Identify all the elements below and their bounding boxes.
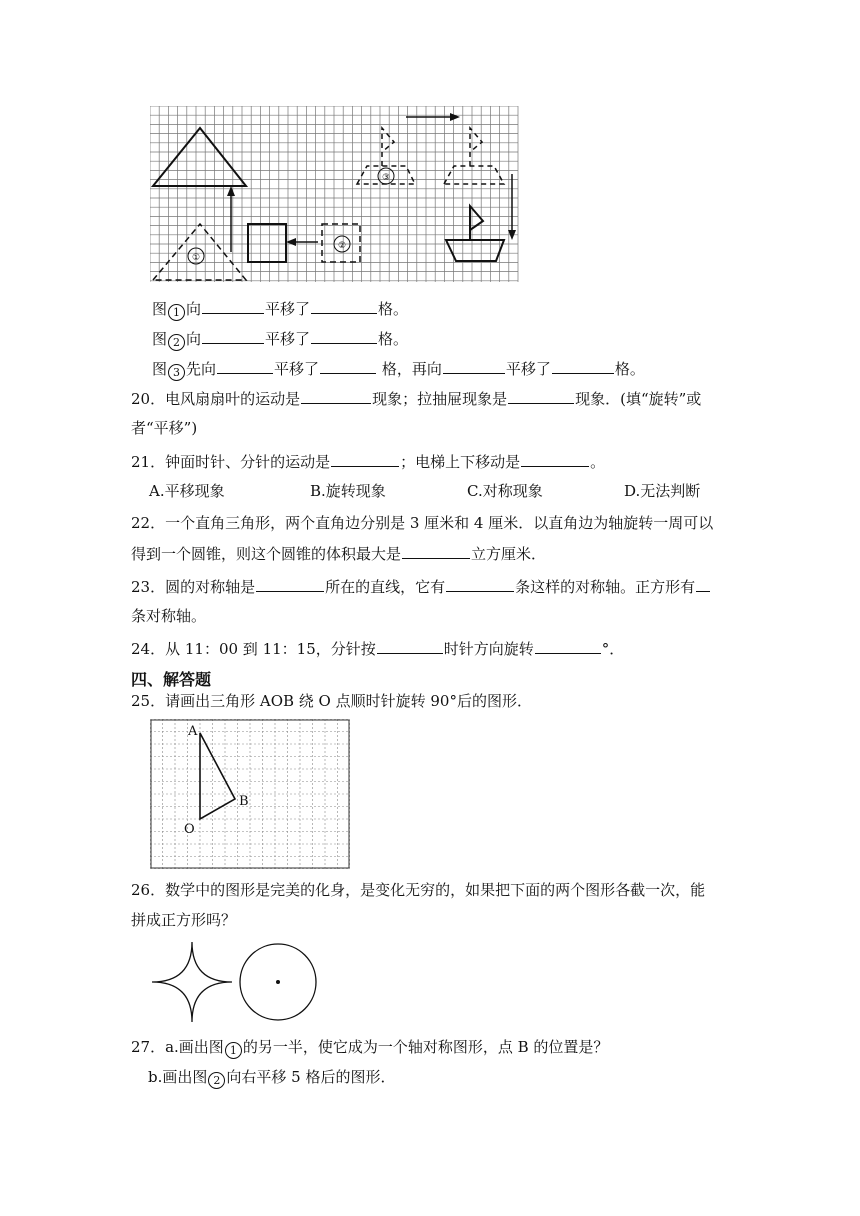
q22-line-2: 得到一个圆锥，则这个圆锥的体积最大是 立方厘米． (131, 545, 547, 563)
answer-blank[interactable] (320, 358, 376, 374)
q21-option-d[interactable]: D.无法判断 (624, 482, 701, 500)
section-heading: 四、解答题 (131, 670, 212, 689)
circle-1-icon: 1 (168, 304, 185, 321)
q22-line-1: 22．一个直角三角形，两个直角边分别是 3 厘米和 4 厘米．以直角边为轴旋转一周可以 (131, 514, 714, 532)
figure-label-1: ① (191, 253, 201, 263)
answer-blank[interactable] (535, 638, 601, 654)
figure-label-2: ② (337, 241, 347, 251)
answer-blank[interactable] (446, 576, 514, 592)
answer-blank[interactable] (202, 298, 264, 314)
point-o-label: O (184, 822, 195, 837)
q20-line-2: 者“平移”) (131, 419, 198, 437)
figure-label-3: ③ (381, 173, 391, 183)
circle-2-icon: 2 (168, 334, 185, 351)
answer-blank[interactable] (202, 328, 264, 344)
q27-line-a: 27．a.画出图 1 的另一半，使它成为一个轴对称图形，点 B 的位置是？ (131, 1038, 609, 1057)
q21-option-b[interactable]: B.旋转现象 (310, 482, 386, 500)
solid-square (248, 224, 286, 262)
solid-triangle (153, 128, 246, 186)
answer-blank[interactable] (217, 358, 273, 374)
q26-line-1: 26．数学中的图形是完美的化身，是变化无穷的，如果把下面的两个图形各截一次，能 (131, 881, 706, 899)
triangle-aob (200, 733, 235, 819)
circle-1-icon: 1 (225, 1042, 242, 1059)
q20-line-1: 20．电风扇扇叶的运动是 现象；拉抽屉现象是 现象．(填“旋转”或 (131, 390, 702, 408)
q21-line-1: 21．钟面时针、分针的运动是 ；电梯上下移动是 。 (131, 453, 606, 471)
q19-line-1: 图 1 向 平移了 格。 (152, 300, 409, 319)
answer-blank[interactable] (696, 576, 710, 592)
q23-line-1: 23．圆的对称轴是 所在的直线，它有 条这样的对称轴。正方形有 (131, 576, 711, 597)
answer-blank[interactable] (311, 298, 377, 314)
point-a-label: A (188, 724, 198, 739)
q26-line-2: 拼成正方形吗？ (131, 911, 237, 929)
q23-line-2: 条对称轴。 (131, 607, 207, 625)
circle-2-icon: 2 (208, 1072, 225, 1089)
q24-line-1: 24．从 11：00 到 11：15，分针按 时针方向旋转 °． (131, 640, 625, 658)
q21-option-c[interactable]: C.对称现象 (467, 482, 543, 500)
answer-blank[interactable] (552, 358, 614, 374)
answer-blank[interactable] (508, 388, 574, 404)
q19-line-3: 图 3 先向 平移了 格，再向 平移了 格。 (152, 360, 645, 379)
q25-text: 25．请画出三角形 AOB 绕 O 点顺时针旋转 90°后的图形． (131, 692, 532, 710)
q27-line-b: b.画出图 2 向右平移 5 格后的图形． (148, 1068, 396, 1087)
answer-blank[interactable] (331, 451, 399, 467)
concave-star-shape (152, 942, 232, 1022)
answer-blank[interactable] (443, 358, 505, 374)
q21-option-a[interactable]: A.平移现象 (149, 482, 225, 500)
point-b-label: B (239, 794, 249, 809)
answer-blank[interactable] (256, 576, 324, 592)
answer-blank[interactable] (301, 388, 371, 404)
translation-grid-figure (150, 106, 530, 286)
star-and-circle-figure (150, 940, 330, 1026)
circle-3-icon: 3 (168, 364, 185, 381)
solid-boat (446, 206, 504, 261)
q19-line-2: 图 2 向 平移了 格。 (152, 330, 409, 349)
answer-blank[interactable] (311, 328, 377, 344)
answer-blank[interactable] (377, 638, 443, 654)
answer-blank[interactable] (521, 451, 589, 467)
answer-blank[interactable] (402, 543, 470, 559)
rotation-grid-figure (150, 719, 350, 869)
circle-center-point (276, 980, 280, 984)
dashed-boat-top (444, 128, 504, 184)
